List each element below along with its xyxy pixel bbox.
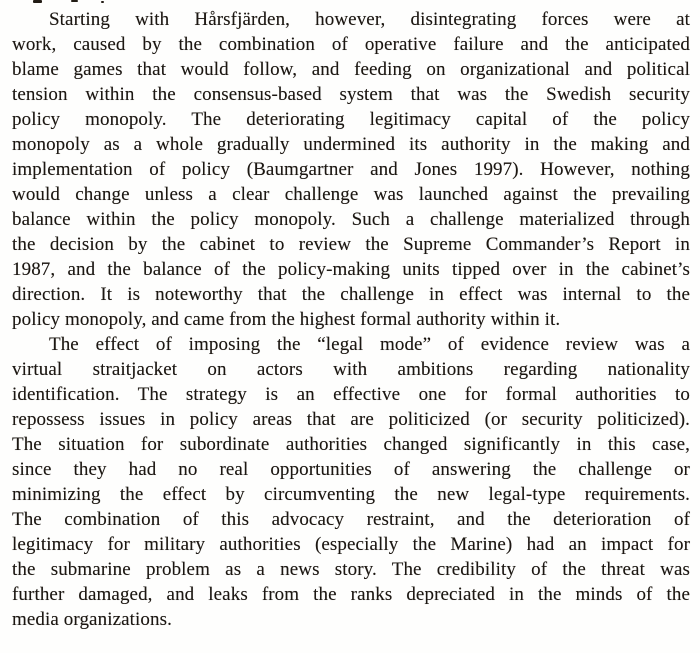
text-line: minimizing the effect by circumventing the new legal-type requirements. bbox=[12, 484, 690, 505]
text-line: virtual straitjacket on actors with ambitions regarding nationality bbox=[12, 359, 690, 380]
text-line: tension within the consensus-based system that was the Swedish security bbox=[12, 84, 690, 105]
text-line: policy monopoly. The deteriorating legitimacy capital of the policy bbox=[12, 109, 690, 130]
text-line: balance within the policy monopoly. Such a challenge materialized through bbox=[12, 209, 690, 230]
text-line: would change unless a clear challenge was launched against the prevailing bbox=[12, 184, 690, 205]
text-line: monopoly as a whole gradually undermined its authority in the making and bbox=[12, 134, 690, 155]
text-line: since they had no real opportunities of answering the challenge or bbox=[12, 459, 690, 480]
text-line: The combination of this advocacy restraint, and the deterioration of bbox=[12, 509, 690, 530]
text-line: The situation for subordinate authorities changed significantly in this case, bbox=[12, 434, 690, 455]
text-line: blame games that would follow, and feeding on organizational and political bbox=[12, 59, 690, 80]
text-line: legitimacy for military authorities (especially the Marine) had an impact for bbox=[12, 534, 690, 555]
text-line: direction. It is noteworthy that the challenge in effect was internal to the bbox=[12, 284, 690, 305]
text-line: The effect of imposing the “legal mode” of evidence review was a bbox=[49, 334, 690, 355]
text-line: Starting with Hårsfjärden, however, disintegrating forces were at bbox=[49, 9, 690, 30]
text-line: the decision by the cabinet to review the Supreme Commander’s Report in bbox=[12, 234, 690, 255]
paragraph bbox=[12, 332, 690, 632]
cut-off-text-fragment bbox=[71, 0, 78, 2]
text-line: the submarine problem as a news story. The credibility of the threat was bbox=[12, 559, 690, 580]
text-line: media organizations. bbox=[12, 609, 172, 630]
text-block bbox=[12, 7, 690, 632]
text-line: identification. The strategy is an effective one for formal authorities to bbox=[12, 384, 690, 405]
text-line: policy monopoly, and came from the highest formal authority within it. bbox=[12, 309, 561, 330]
text-line: 1987, and the balance of the policy-making units tipped over in the cabinet’s bbox=[12, 259, 690, 280]
text-line: further damaged, and leaks from the ranks depreciated in the minds of the bbox=[12, 584, 690, 605]
cut-off-text-fragment bbox=[101, 1, 104, 3]
paragraph bbox=[12, 7, 690, 332]
cut-off-text-fragment bbox=[33, 0, 42, 3]
text-line: work, caused by the combination of operative failure and the anticipated bbox=[12, 34, 690, 55]
text-line: repossess issues in policy areas that are politicized (or security politicized). bbox=[12, 409, 690, 430]
text-line: implementation of policy (Baumgartner and Jones 1997). However, nothing bbox=[12, 159, 690, 180]
